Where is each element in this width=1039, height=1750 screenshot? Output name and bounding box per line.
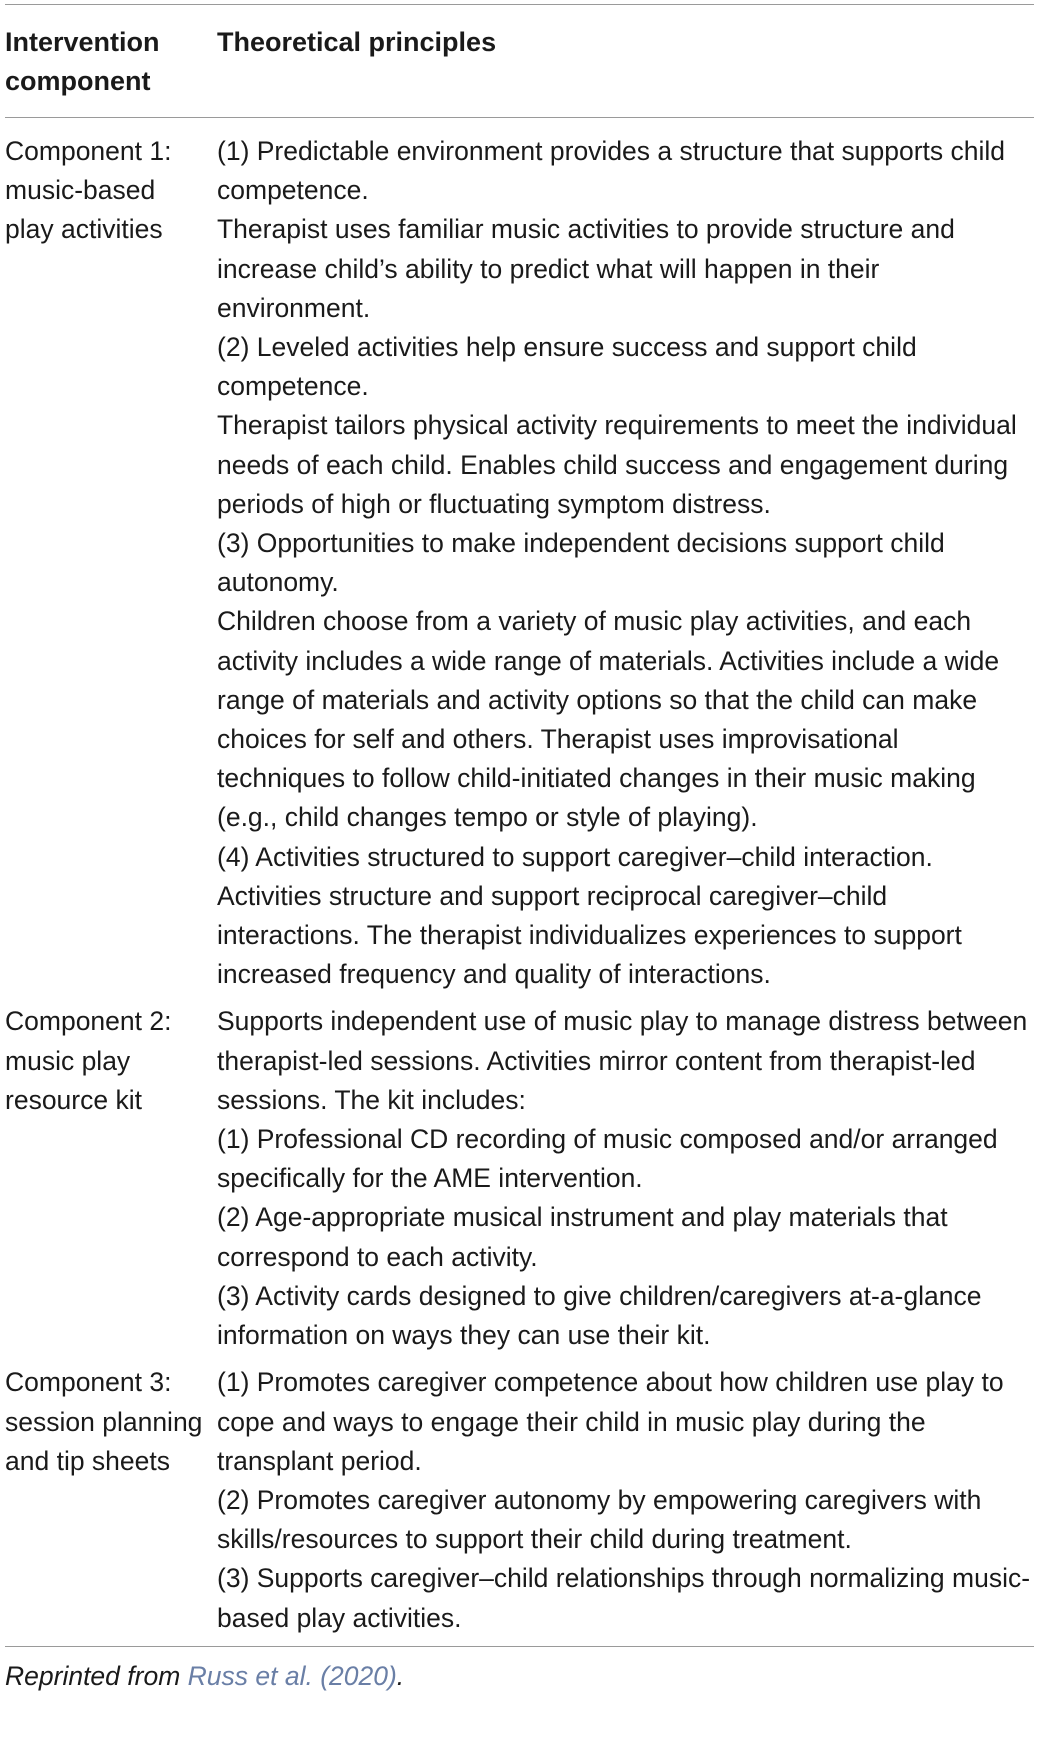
principle-text: (1) Professional CD recording of music composed and/or arranged specifically for the AME intervention. (217, 1124, 998, 1194)
component-1-cell: Component 1: music-based play activities (5, 136, 172, 245)
principle-text: (2) Age-appropriate musical instrument and play materials that correspond to each activity. (217, 1202, 948, 1272)
principle-text: Activities structure and support reciprocal caregiver–child interactions. The therapist individualizes experiences to support increased frequency and quality of interactions. (217, 880, 962, 990)
principle-text: (3) Supports caregiver–child relationships through normalizing music-based play activities. (217, 1563, 1031, 1633)
table-footnote (5, 1647, 1034, 1696)
component-2-principles (217, 1002, 1034, 1363)
table-row (5, 118, 1034, 1002)
principle-text: Therapist tailors physical activity requirements to meet the individual needs of each child. Enables child success and engagement during periods of high or fluctuating symptom distress. (217, 410, 1017, 519)
principle-text: Supports independent use of music play to manage distress between therapist-led sessions. Activities mirror content from therapist-led sessions. The kit includes: (217, 1006, 1028, 1115)
component-1-principles (217, 118, 1034, 1002)
principle-text: (3) Activity cards designed to give children/caregivers at-a-glance information on ways they can use their kit. (217, 1280, 982, 1351)
header-row (5, 5, 1034, 117)
citation-link[interactable]: Russ et al. (2020) (187, 1660, 397, 1691)
table-row (5, 1002, 1034, 1363)
principle-text: (1) Promotes caregiver competence about how children use play to cope and ways to engage their child in music play during the transplant period. (217, 1367, 1004, 1476)
principle-text: (1) Predictable environment provides a structure that supports child competence. (217, 136, 1006, 206)
principle-text: Therapist uses familiar music activities to provide structure and increase child’s ability to predict what will happen in their environment. (217, 214, 955, 323)
intervention-table (5, 5, 1034, 1646)
table-row (5, 1363, 1034, 1645)
footnote-prefix: Reprinted from (5, 1660, 188, 1691)
principle-text: (2) Promotes caregiver autonomy by empowering caregivers with skills/resources to support their child during treatment. (217, 1484, 982, 1555)
header-intervention-component: Intervention component (5, 27, 160, 96)
component-3-principles (217, 1363, 1034, 1645)
principle-text: Children choose from a variety of music play activities, and each activity includes a wide range of materials. Activities include a wide range of materials and activity options so that the child can make choices for self and others. Therapist uses improvisational techniques to follow child-initiated changes in their music making (e.g., child changes tempo or style of playing). (217, 606, 1000, 833)
component-2-cell: Component 2: music play resource kit (5, 1006, 172, 1115)
principle-text: (2) Leveled activities help ensure success and support child competence. (217, 332, 917, 402)
principle-text: (3) Opportunities to make independent decisions support child autonomy. (217, 528, 945, 598)
component-3-cell: Component 3: session planning and tip sheets (5, 1367, 203, 1476)
header-theoretical-principles: Theoretical principles (217, 27, 497, 57)
table-document (5, 4, 1034, 1696)
principle-text: (4) Activities structured to support caregiver–child interaction. (217, 841, 933, 872)
footnote-suffix: . (396, 1660, 405, 1691)
